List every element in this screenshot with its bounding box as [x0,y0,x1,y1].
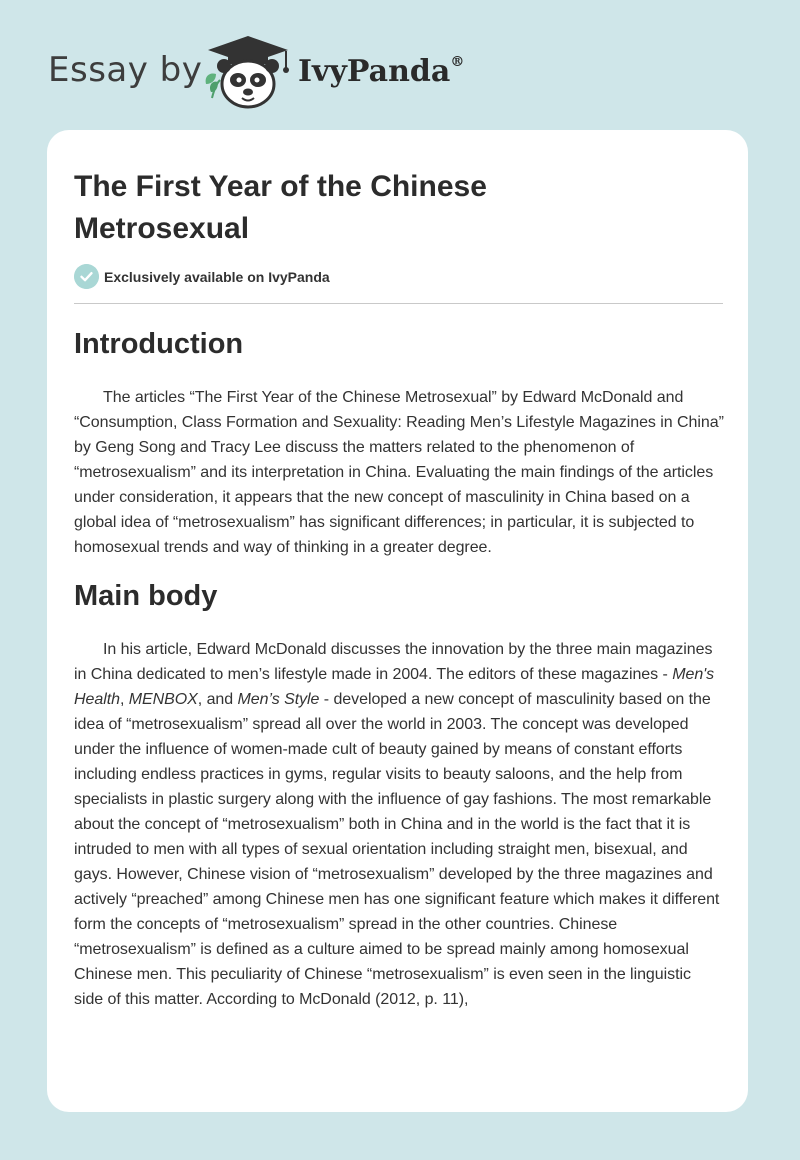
paragraph-text: , [119,691,129,708]
badge-label: Exclusively available on IvyPanda [104,268,330,285]
paragraph-text: In his article, Edward McDonald discusses the innovation by the three main magazines in China dedicated to men’s lifestyle made in 2004. The editors of these magazines - [74,641,713,683]
introduction-paragraph: The articles “The First Year of the Chinese Metrosexual” by Edward McDonald and “Consumption, Class Formation and Sexuality: Reading Men’s Lifestyle Magazines in China” by Geng Song and Tracy Lee discuss the matters related to the phenomenon of “metrosexualism” and its interpretation in China. Evaluating the main findings of the articles under consideration, it appears that the new concept of masculinity in China based on a global idea of “metrosexualism” has significant differences; in particular, it is subjected to homosexual trends and way of thinking in a greater degree. [74,389,724,556]
essay-by-label: Essay by [48,50,203,90]
panda-graduate-logo-icon[interactable] [202,34,294,110]
title-divider [74,303,723,304]
main-body-paragraph [74,637,724,1012]
section-heading-main-body: Main body [74,580,218,612]
registered-mark: ® [450,54,465,70]
magazine-title: Men's Health [74,666,715,708]
check-circle-icon [74,264,99,289]
leaf-icon [206,73,220,98]
magazine-title: Men’s Style [237,691,320,708]
paragraph-text: , and [197,691,238,708]
article-card [47,130,748,1112]
site-header [48,28,508,118]
paragraph-text: - developed a new concept of masculinity based on the idea of “metrosexualism” spread all over the world in 2003. The concept was developed under the influence of women-made cult of beauty gained by means of constant efforts including endless practices in gyms, regular visits to beauty saloons, and the help from specialists in plastic surgery along with the influence of gay fashions. The most remarkable about the concept of “metrosexualism” both in China and in the world is the fact that it is intruded to men with all types of sexual orientation including straight men, bisexual, and gays. However, Chinese vision of “metrosexualism” developed by the three magazines and actively “preached” among Chinese men has one significant feature which makes it different form the concepts of “metrosexualism” spread in the other countries. Chinese “metrosexualism” is defined as a culture aimed to be spread mainly among homosexual Chinese men. This peculiarity of Chinese “metrosexualism” is even seen in the linguistic side of this matter. According to McDonald (2012, p. 11), [74,691,720,1008]
brand-name[interactable]: IvyPanda® [298,54,465,89]
section-heading-introduction: Introduction [74,328,244,360]
article-title: The First Year of the Chinese Metrosexual [74,170,487,245]
magazine-title: MENBOX [128,691,198,708]
exclusive-badge [74,264,330,289]
